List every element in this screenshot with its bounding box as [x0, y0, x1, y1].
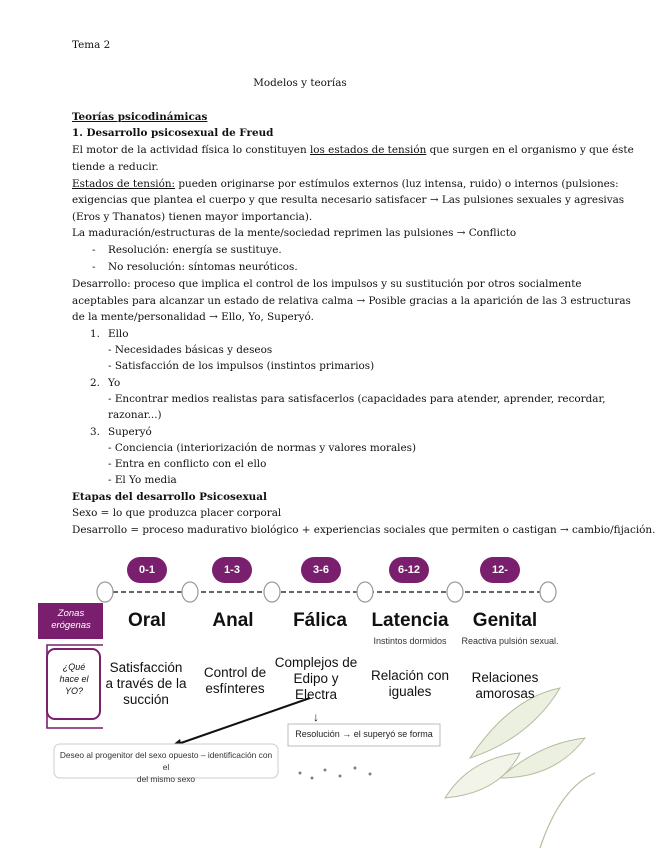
timeline-node [97, 582, 113, 602]
paragraph-line: (Eros y Thanatos) tienen mayor importancia). [72, 211, 313, 223]
list-number: 2. [90, 377, 100, 389]
structure-name: Superyó [108, 426, 152, 438]
paragraph-line: de la mente/personalidad → Ello, Yo, Superyó. [72, 311, 314, 323]
sexo-definition: Sexo = lo que produzca placer corporal [72, 507, 282, 519]
down-arrow-icon: ↓ [313, 710, 319, 724]
stage-name: Latencia [371, 610, 449, 631]
bullet-item: No resolución: síntomas neuróticos. [108, 261, 298, 273]
paragraph-line: tiende a reducir. [72, 161, 159, 173]
age-pill: 12- [480, 557, 520, 583]
bullet-dash: - [92, 261, 96, 273]
list-number: 1. [90, 328, 100, 340]
zonas-label: Zonas erógenas [51, 608, 91, 631]
stage-name: Genital [472, 610, 538, 631]
stage-name: Fálica [293, 610, 347, 631]
bullet-dash: - [92, 244, 96, 256]
leaf-decoration-icon [299, 688, 596, 848]
paragraph-line: La maduración/estructuras de la mente/sociedad reprimen las pulsiones → Conflicto [72, 227, 517, 239]
timeline-node [264, 582, 280, 602]
paragraph-line: aceptables para alcanzar un estado de relativa calma → Posible gracias a la aparición de las 3 estructuras [72, 295, 631, 307]
stage-subtitle: Instintos dormidos [373, 636, 447, 646]
stage-description: Complejos de Edipo y Electra [274, 655, 358, 702]
deseo-note: Deseo al progenitor del sexo opuesto – identificación con el del mismo sexo [59, 750, 273, 784]
structure-item: - El Yo media [108, 474, 177, 486]
section-heading: Teorías psicodinámicas [72, 111, 208, 123]
stage-description: Relaciones amorosas [471, 670, 539, 701]
timeline-node [540, 582, 556, 602]
structure-item: - Entra en conflicto con el ello [108, 458, 267, 470]
list-number: 3. [90, 426, 100, 438]
structure-item: - Encontrar medios realistas para satisfacerlos (capacidades para atender, aprender, recordar, [108, 393, 606, 405]
stage-name: Oral [127, 610, 167, 631]
paragraph-line: exigencias que plantea el cuerpo y que resulta necesario satisfacer → Las pulsiones sexuales y agresivas [72, 194, 625, 206]
timeline-node [182, 582, 198, 602]
stage-name: Anal [212, 610, 254, 631]
etapas-heading: Etapas del desarrollo Psicosexual [72, 491, 267, 503]
paragraph-line: Desarrollo: proceso que implica el control de los impulsos y su sustitución por otros socialmente [72, 278, 582, 290]
age-pill: 0-1 [127, 557, 167, 583]
stage-description: Satisfacción a través de la succión [105, 660, 187, 707]
section-subheading: 1. Desarrollo psicosexual de Freud [72, 127, 274, 139]
timeline-node [357, 582, 373, 602]
paragraph-line: El motor de la actividad física lo constituyen los estados de tensión que surgen en el organismo y que éste [72, 144, 634, 156]
stage-description: Control de esfínteres [203, 665, 267, 696]
desarrollo-definition: Desarrollo = proceso madurativo biológico + experiencias sociales que permiten o castigan → cambio/fijación. [72, 524, 655, 536]
resolucion-note: Resolución → el superyó se forma [295, 729, 433, 739]
page-title: Modelos y teorías [253, 77, 347, 89]
stage-description: Relación con iguales [370, 668, 450, 699]
bullet-item: Resolución: energía se sustituye. [108, 244, 282, 256]
structure-item: - Necesidades básicas y deseos [108, 344, 273, 356]
structure-item: - Conciencia (interiorización de normas y valores morales) [108, 442, 417, 454]
structure-item: - Satisfacción de los impulsos (instintos primarios) [108, 360, 375, 372]
structure-item: razonar...) [108, 409, 162, 421]
que-label: ¿Qué hace el YO? [59, 662, 89, 696]
structure-name: Yo [108, 377, 121, 389]
stage-subtitle: Reactiva pulsión sexual. [461, 636, 559, 646]
age-pill: 3-6 [301, 557, 341, 583]
paragraph-line: Estados de tensión: pueden originarse por estímulos externos (luz intensa, ruido) o internos (pulsiones: [72, 178, 619, 190]
structure-name: Ello [108, 328, 129, 340]
topic-label: Tema 2 [72, 39, 111, 51]
age-pill: 1-3 [212, 557, 252, 583]
age-pill: 6-12 [389, 557, 429, 583]
timeline-node [447, 582, 463, 602]
